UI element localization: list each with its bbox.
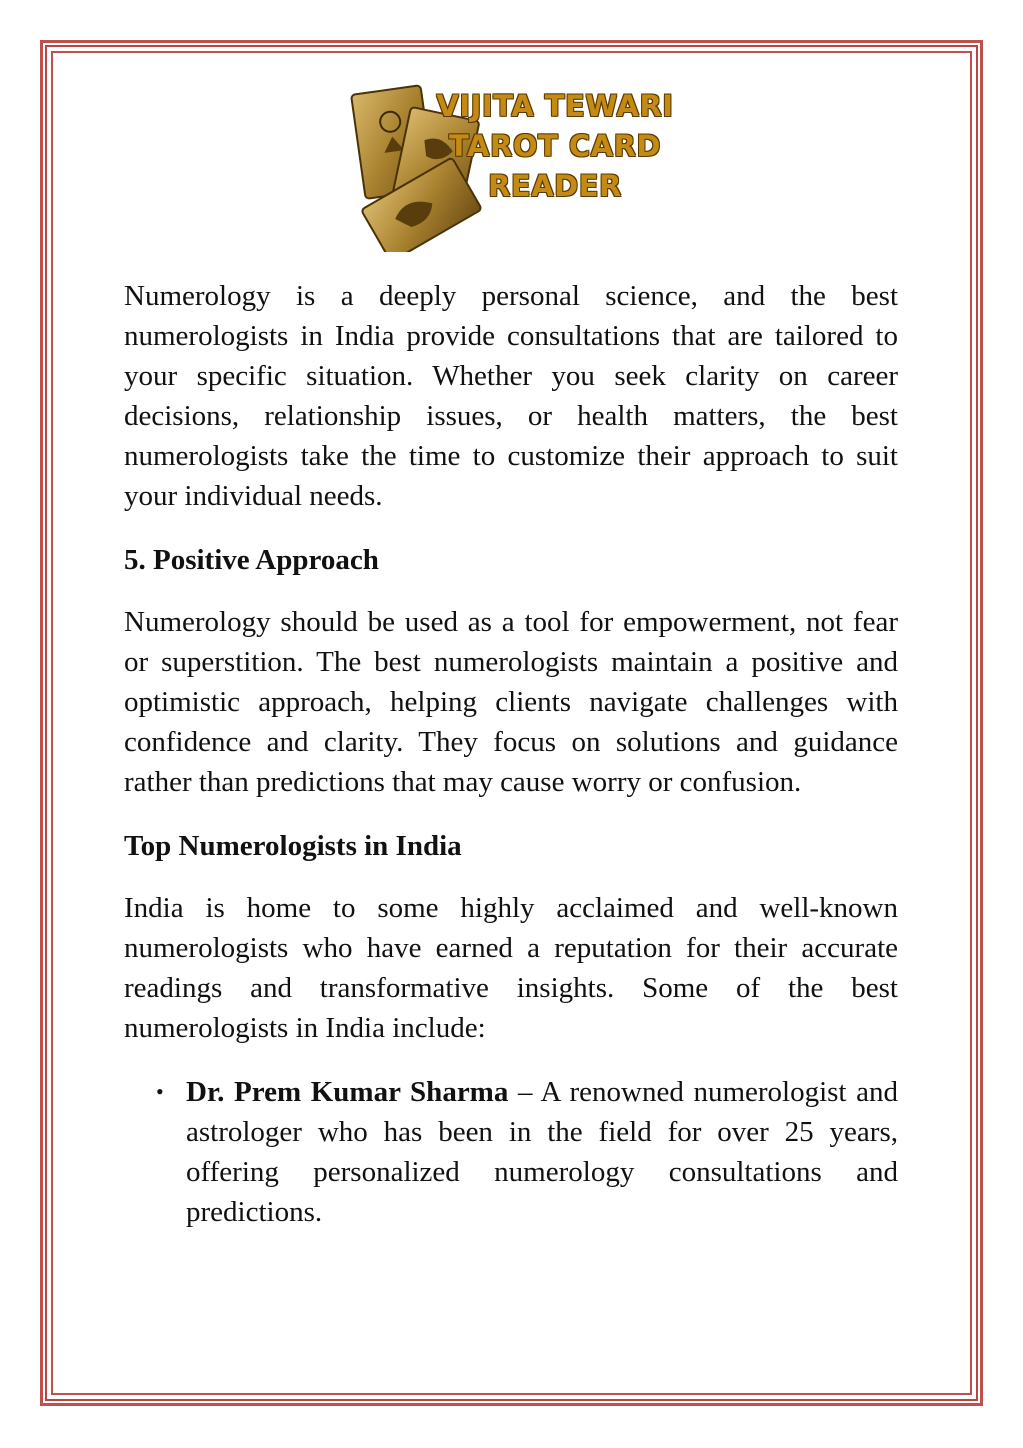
numerologist-list [124, 1072, 898, 1232]
document-body [124, 276, 898, 1232]
logo-line-3: READER [488, 169, 622, 203]
paragraph-positive-approach: Numerology should be used as a tool for empowerment, not fear or superstition. The best numerologists maintain a positive and optimistic approach, helping clients navigate challenges with confidence and clarity. They focus on solutions and guidance rather than predictions that may cause worry or confusion. [124, 606, 898, 798]
numerologist-description: – A renowned numerologist and astrologer who has been in the field for over 25 years, offering personalized numerology consultations and predictions. [186, 1076, 898, 1228]
logo-line-1: VIJITA TEWARI [436, 89, 674, 123]
numerologist-name: Dr. Prem Kumar Sharma [186, 1076, 509, 1108]
logo-text [420, 86, 690, 206]
heading-top-numerologists: Top Numerologists in India [124, 830, 462, 862]
logo-line-2: TAROT CARD [449, 129, 661, 163]
heading-positive-approach: 5. Positive Approach [124, 544, 379, 576]
paragraph-top-numerologists: India is home to some highly acclaimed and well-known numerologists who have earned a reputation for their accurate readings and transformative insights. Some of the best numerologists in India include: [124, 892, 898, 1044]
paragraph-intro: Numerology is a deeply personal science, and the best numerologists in India provide consultations that are tailored to your specific situation. Whether you seek clarity on career decisions, relationship issues, or health matters, the best numerologists take the time to customize their approach to suit your individual needs. [124, 280, 898, 512]
logo [340, 82, 690, 252]
list-item [156, 1072, 898, 1232]
bullet-icon: • [156, 1079, 164, 1104]
